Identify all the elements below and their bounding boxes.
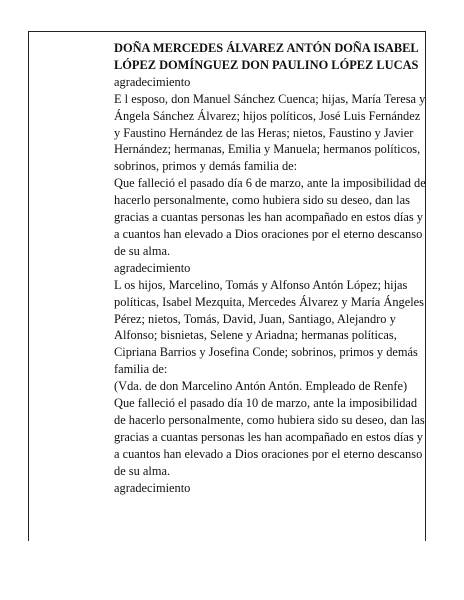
section-label: agradecimiento: [114, 260, 191, 275]
thanks-paragraph: Que falleció el pasado día 10 de marzo, ante la imposibilidad de hacerlo personalmente, como hubiera sido su deseo, dan las gracias a cuantas personas les han acompañado en estos días y a cuantos han elevado a Dios oraciones por el eterno descanso de su alma.: [114, 396, 425, 478]
family-paragraph: L os hijos, Marcelino, Tomás y Alfonso Antón López; hijas políticas, Isabel Mezquita, Mercedes Álvarez y María Ángeles Pérez; nietos, Tomás, David, Juan, Santiago, Alejandro y Alfonso; bisnietas, Selene y Ariadna; hermanas políticas, Cipriana Barrios y Josefina Conde; sobrinos, primos y demás familia de:: [114, 277, 424, 377]
family-paragraph: E l esposo, don Manuel Sánchez Cuenca; hijas, María Teresa y Ángela Sánchez Álvarez; hijos políticos, José Luis Fernández y Faustino Hernández de las Heras; nietos, Faustino y Javier Hernández; hermanas, Emilia y Manuela; hermanos políticos, sobrinos, primos y demás familia de:: [114, 91, 426, 174]
section-label: agradecimiento: [114, 74, 191, 89]
deceased-names-headline: DOÑA MERCEDES ÁLVAREZ ANTÓN DOÑA ISABEL LÓPEZ DOMÍNGUEZ DON PAULINO LÓPEZ LUCAS: [114, 41, 419, 72]
thanks-paragraph: Que falleció el pasado día 6 de marzo, ante la imposibilidad de hacerlo personalmente, como hubiera sido su deseo, dan las gracias a cuantas personas les han acompañado en estos días y a cuantos han elevado a Dios oraciones por el eterno descanso de su alma.: [114, 176, 426, 258]
section-label: agradecimiento: [114, 480, 191, 495]
frame-top-rule: [28, 31, 426, 32]
frame-left-rule: [28, 31, 29, 541]
obituary-column: [114, 40, 426, 496]
deceased-note: (Vda. de don Marcelino Antón Antón. Empleado de Renfe): [114, 379, 408, 394]
